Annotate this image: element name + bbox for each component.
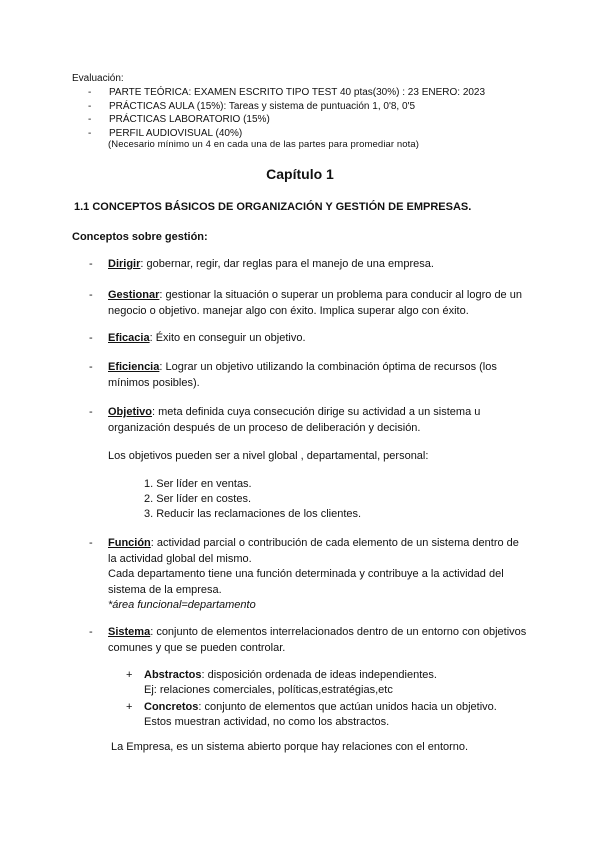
term: Dirigir (108, 258, 141, 270)
list-item: 2. Ser líder en costes. (144, 493, 251, 505)
evaluation-title: Evaluación: (72, 73, 124, 84)
definition-gestionar: - Gestionar: gestionar la situación o superar un problema para conducir al logro de un negocio o objetivo. manejar algo con éxito. Implica superar algo con éxito. (89, 289, 522, 317)
term: Gestionar (108, 289, 160, 301)
list-item: 3. Reducir las reclamaciones de los clientes. (144, 508, 362, 520)
definition-sistema: - Sistema: conjunto de elementos interrelacionados dentro de un entorno con objetivos comunes y que se pueden controlar. (89, 626, 527, 654)
chapter-title: Capítulo 1 (266, 166, 334, 182)
definition-eficiencia: - Eficiencia: Lograr un objetivo utilizando la combinación óptima de recursos (los mínimos posibles). (89, 361, 497, 389)
section-title: 1.1 CONCEPTOS BÁSICOS DE ORGANIZACIÓN Y GESTIÓN DE EMPRESAS. (74, 201, 472, 213)
definition-objetivo: - Objetivo: meta definida cuya consecución dirige su actividad a un sistema u organización después de un proceso de deliberación y decisión. (89, 406, 481, 434)
term: Eficacia (108, 332, 150, 344)
evaluation-list (88, 86, 485, 140)
evaluation-item: - PRÁCTICAS LABORATORIO (15%) (88, 114, 270, 125)
evaluation-item: - PERFIL AUDIOVISUAL (40%) (88, 127, 243, 139)
evaluation-item: - PRÁCTICAS AULA (15%): Tareas y sistema de puntuación 1, 0'8, 0'5 (88, 100, 416, 112)
system-type-concretos: + Concretos: conjunto de elementos que actúan unidos hacia un objetivo. Estos muestran actividad, no como los abstractos. (126, 701, 497, 728)
term: Concretos (144, 701, 199, 713)
objectives-list (144, 477, 361, 522)
definition-eficacia: - Eficacia: Éxito en conseguir un objetivo. (89, 332, 306, 344)
system-type-abstractos: + Abstractos: disposición ordenada de ideas independientes. Ej: relaciones comerciales, políticas,estratégias,etc (126, 669, 437, 696)
list-item: 1. Ser líder en ventas. (144, 478, 252, 490)
evaluation-item: - PARTE TEÓRICA: EXAMEN ESCRITO TIPO TEST 40 ptas(30%) : 23 ENERO: 2023 (88, 87, 486, 98)
term: Sistema (108, 626, 151, 638)
closing-statement: La Empresa, es un sistema abierto porque hay relaciones con el entorno. (111, 741, 469, 753)
term: Función (108, 537, 151, 549)
term: Abstractos (144, 669, 202, 681)
term: Objetivo (108, 406, 153, 418)
definition-dirigir: - Dirigir: gobernar, regir, dar reglas para el manejo de una empresa. (89, 258, 434, 270)
funcion-note: *área funcional=departamento (108, 599, 256, 611)
term: Eficiencia (108, 361, 160, 373)
concepts-heading: Conceptos sobre gestión: (72, 231, 208, 243)
evaluation-note: (Necesario mínimo un 4 en cada una de las partes para promediar nota) (108, 139, 420, 150)
definition-funcion: - Función: actividad parcial o contribución de cada elemento de un sistema dentro de la actividad global del mismo. Cada departamento tiene una función determinada y contribuye a la actividad del sistema de la empresa. *área funcional=departamento (89, 537, 519, 611)
system-types-list (126, 668, 524, 732)
objectives-intro: Los objetivos pueden ser a nivel global , departamental, personal: (108, 450, 429, 462)
